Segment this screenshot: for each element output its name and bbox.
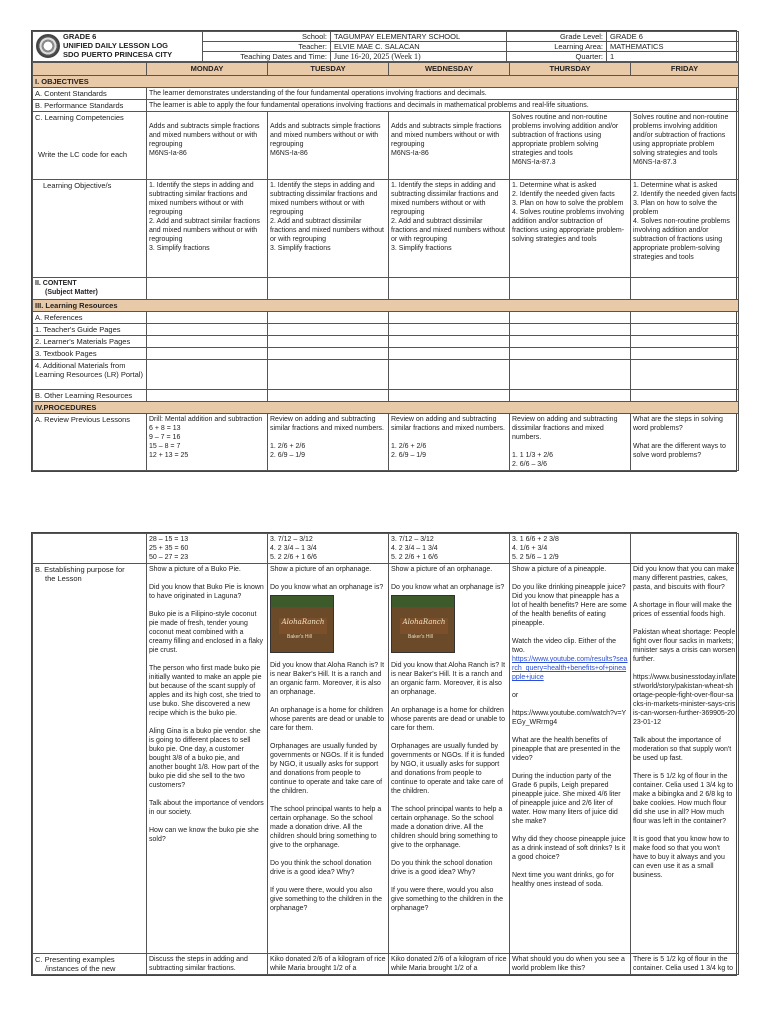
area-label: Learning Area: <box>507 42 607 52</box>
competency-friday: Solves routine and non-routine problems involving addition and/or subtraction of fractions using appropriate problem solving strategies and tools M6NS-Ia-87.3 <box>631 112 739 180</box>
day-wednesday: WEDNESDAY <box>389 63 510 76</box>
grade-label: Grade Level: <box>507 32 607 42</box>
review-cont-monday: 28 – 15 = 13 25 + 35 = 60 50 – 27 = 23 <box>147 534 268 564</box>
purpose-wed-p4: An orphanage is a home for children whose parents are dead or unable to care for them. <box>391 707 506 732</box>
purpose-fri-p5: There is 5 1/2 kg of flour in the container. Celia used 1 3/4 kg to make a bibingka and 2 6/8 kg to bake cookies. How much flour did she use in all? How much flour was left in the container? <box>633 773 734 825</box>
objective-friday: 1. Determine what is asked 2. Identify the needed given facts 3. Plan on how to solve the problem 4. Solves non-routine problems involving addition and/or subtraction of fractions using appropriate problem-solving strategies and tools <box>631 180 739 278</box>
content-heading-line1: II. CONTENT <box>35 280 77 287</box>
aloha-ranch-photo <box>391 595 455 653</box>
purpose-fri-p6: It is good that you know how to make food so that you won't have to buy it always and you can even use it as a small business. <box>633 836 730 879</box>
businesstoday-link[interactable]: https://www.businesstoday.in/latest/world/story/pakistan-wheat-shortage-people-fight-over-flour-sacks-in-markets-minister-says-crisis-can-worsen-further-369905-2023-01-12 <box>633 674 736 726</box>
content-heading-line2: (Subject Matter) <box>45 289 98 296</box>
objectives-heading: I. OBJECTIVES <box>33 76 739 88</box>
lesson-log-page-1 <box>31 30 737 472</box>
purpose-label-line1: B. Establishing purpose for <box>35 565 125 574</box>
review-cont-friday <box>631 534 739 564</box>
purpose-thu-p6: Why did they choose pineapple juice as a drink instead of soft drinks? Is it a good choice? <box>512 836 626 861</box>
purpose-thursday <box>510 564 631 954</box>
review-wednesday: Review on adding and subtracting similar fractions and mixed numbers. 1. 2/6 + 2/6 2. 6/9 – 1/9 <box>389 414 510 471</box>
review-label: A. Review Previous Lessons <box>33 414 147 471</box>
purpose-fri-p4: Talk about the importance of moderation so that supply won't be used up fast. <box>633 737 732 762</box>
purpose-wed-p1: Show a picture of an orphanage. <box>391 566 493 573</box>
procedures-heading: IV.PROCEDURES <box>33 402 739 414</box>
purpose-fri-p1: Did you know that you can make many different pastries, cakes, pasta, and biscuits with flour? <box>633 566 735 591</box>
resource-lm-pages: 2. Learner's Materials Pages <box>33 336 147 348</box>
purpose-wednesday <box>389 564 510 954</box>
purpose-mon-p2: Did you know that Buko Pie is known to have originated in Laguna? <box>149 584 264 600</box>
purpose-monday <box>147 564 268 954</box>
review-continued-label <box>33 534 147 564</box>
area-value: MATHEMATICS <box>607 42 739 52</box>
lesson-table-continued <box>32 533 739 975</box>
deped-seal-icon <box>36 34 60 58</box>
resource-textbook-pages: 3. Textbook Pages <box>33 348 147 360</box>
objective-thursday: 1. Determine what is asked 2. Identify the needed given facts 3. Plan on how to solve the problem 4. Solves routine problems involving addition and/or subtraction of fractions using appropriate problem-solving strategies and tools <box>510 180 631 278</box>
purpose-wed-p2: Do you know what an orphanage is? <box>391 584 505 591</box>
purpose-row <box>33 564 739 954</box>
quarter-value: 1 <box>607 52 739 62</box>
teacher-label: Teacher: <box>203 42 331 52</box>
purpose-wed-p5: Orphanages are usually funded by governments or NGOs. If it is funded by NGO, it usually asks for support and donations from people to continue to operate and take care of the children. <box>391 743 505 795</box>
competencies-title: C. Learning Competencies <box>35 113 124 122</box>
content-standards-value: The learner demonstrates understanding of the four fundamental operations involving fractions and decimals. <box>147 88 739 100</box>
competency-monday: Adds and subtracts simple fractions and mixed numbers without or with regrouping M6NS-Ia-86 <box>147 112 268 180</box>
purpose-label <box>33 564 147 954</box>
purpose-thu-p4: What are the health benefits of pineapple that are presented in the video? <box>512 737 621 762</box>
resource-references: A. References <box>33 312 147 324</box>
content-thursday <box>510 278 631 300</box>
purpose-mon-p5: Aling Gina is a buko pie vendor. she is going to different places to sell buko pie. One day, a customer bought 3/8 of a buko pie, and another bought 1/8. How part of the buko pie did she sell to the two customers? <box>149 728 261 789</box>
purpose-thu-p7: Next time you want drinks, go for healthy ones instead of soda. <box>512 872 614 888</box>
purpose-thu-p5: During the induction party of the Grade 6 pupils, Leigh prepared pineapple juice. She mixed 4/6 liter of pineapple juice and 2/6 liter of water. How many liters of juice did she make? <box>512 773 621 825</box>
day-monday: MONDAY <box>147 63 268 76</box>
resource-tg-pages: 1. Teacher's Guide Pages <box>33 324 147 336</box>
performance-standards-value: The learner is able to apply the four fundamental operations involving fractions and decimals in mathematical problems and real-life situations. <box>147 100 739 112</box>
log-title <box>33 32 203 62</box>
resources-heading: III. Learning Resources <box>33 300 739 312</box>
resource-other: B. Other Learning Resources <box>33 390 147 402</box>
competency-tuesday: Adds and subtracts simple fractions and mixed numbers without or with regrouping M6NS-Ia-86 <box>268 112 389 180</box>
purpose-tue-p3: Did you know that Aloha Ranch is? It is near Baker's Hill. It is a ranch and an organic farm. Moreover, it is also an orphanage. <box>270 662 385 696</box>
quarter-label: Quarter: <box>507 52 607 62</box>
purpose-thu-p3: Watch the video clip. Either of the two. <box>512 638 617 654</box>
photo-sub-text: Baker's Hill <box>408 634 433 640</box>
competencies-row <box>33 112 739 180</box>
school-value: TAGUMPAY ELEMENTARY SCHOOL <box>331 32 507 42</box>
purpose-mon-p1: Show a picture of a Buko Pie. <box>149 566 241 573</box>
grade-value: GRADE 6 <box>607 32 739 42</box>
competency-thursday: Solves routine and non-routine problems involving addition and/or subtraction of fractions using appropriate problem solving strategies and tools M6NS-Ia-87.3 <box>510 112 631 180</box>
content-monday <box>147 278 268 300</box>
objective-monday: 1. Identify the steps in adding and subtracting similar fractions and mixed numbers without or with regrouping 2. Add and subtract similar fractions and mixed numbers without or with regrouping 3. Simplify fractions <box>147 180 268 278</box>
content-friday <box>631 278 739 300</box>
objective-wednesday: 1. Identify the steps in adding and subtracting dissimilar fractions and mixed numbers without or with regrouping 2. Add and subtract dissimilar fractions and mixed numbers without or with regrouping 3. Simplify fractions <box>389 180 510 278</box>
content-wednesday <box>389 278 510 300</box>
resource-lr-portal: 4. Additional Materials from Learning Resources (LR) Portal) <box>33 360 147 390</box>
dates-value: June 16-20, 2025 (Week 1) <box>331 52 507 62</box>
purpose-fri-p2: A shortage in flour will make the prices of essential foods high. <box>633 602 732 618</box>
corner-cell <box>33 63 147 76</box>
purpose-mon-p7: How can we know the buko pie she sold? <box>149 827 259 843</box>
photo-sign-text: AlohaRanch <box>400 618 448 634</box>
review-continued-row <box>33 534 739 564</box>
school-label: School: <box>203 32 331 42</box>
teacher-value: ELVIE MAE C. SALACAN <box>331 42 507 52</box>
presenting-thursday: What should you do when you see a world problem like this? <box>510 954 631 975</box>
competencies-label <box>33 112 147 180</box>
purpose-tue-p4: An orphanage is a home for children whose parents are dead or unable to care for them. <box>270 707 385 732</box>
aloha-ranch-photo <box>270 595 334 653</box>
purpose-thu-or: or <box>512 692 519 699</box>
dates-label: Teaching Dates and Time: <box>203 52 331 62</box>
review-thursday: Review on adding and subtracting dissimilar fractions and mixed numbers. 1. 1 1/3 + 2/6 2. 6/6 – 3/6 <box>510 414 631 471</box>
presenting-row <box>33 954 739 975</box>
purpose-wed-p7: Do you think the school donation drive is a good idea? Why? <box>391 860 493 876</box>
purpose-tue-p7: Do you think the school donation drive is a good idea? Why? <box>270 860 372 876</box>
photo-sub-text: Baker's Hill <box>287 634 312 640</box>
photo-sign-text: AlohaRanch <box>279 618 327 634</box>
youtube-search-link[interactable]: https://www.youtube.com/results?search_query=health+benefits+of+pineapple+juice <box>512 656 628 681</box>
review-cont-wednesday: 3. 7/12 – 3/12 4. 2 3/4 – 1 3/4 5. 2 2/6 + 1 6/6 <box>389 534 510 564</box>
header-table <box>32 31 739 62</box>
lesson-log-page-2 <box>31 532 737 976</box>
lc-code-label: Write the LC code for each <box>38 150 128 159</box>
title-sdo: SDO PUERTO PRINCESA CITY <box>63 50 173 59</box>
learning-objectives-label: Learning Objective/s <box>33 180 147 278</box>
content-standards-label: A. Content Standards <box>33 88 147 100</box>
purpose-label-line2: the Lesson <box>45 574 82 583</box>
presenting-label <box>33 954 147 975</box>
purpose-mon-p4: The person who first made buko pie initially wanted to make an apple pie but because of the scant supply of apples and its high cost, she tried to use buko. She discovered a new recipe which is the buko pie. <box>149 665 262 717</box>
content-tuesday <box>268 278 389 300</box>
content-heading <box>33 278 147 300</box>
presenting-label-line1: C. Presenting examples <box>35 955 115 964</box>
title-grade: GRADE 6 <box>63 32 97 41</box>
title-log: UNIFIED DAILY LESSON LOG <box>63 41 169 50</box>
purpose-tue-p1: Show a picture of an orphanage. <box>270 566 372 573</box>
review-cont-thursday: 3. 1 6/6 + 2 3/8 4. 1/6 + 3/4 5. 2 5/6 – 1 2/9 <box>510 534 631 564</box>
purpose-wed-p3: Did you know that Aloha Ranch is? It is near Baker's Hill. It is a ranch and an organic farm. Moreover, it is also an orphanage. <box>391 662 506 696</box>
review-tuesday: Review on adding and subtracting similar fractions and mixed numbers. 1. 2/6 + 2/6 2. 6/9 – 1/9 <box>268 414 389 471</box>
presenting-friday: There is 5 1/2 kg of flour in the container. Celia used 1 3/4 kg to <box>631 954 739 975</box>
purpose-mon-p6: Talk about the importance of vendors in our society. <box>149 800 264 816</box>
competency-wednesday: Adds and subtracts simple fractions and mixed numbers without or with regrouping M6NS-Ia-86 <box>389 112 510 180</box>
purpose-mon-p3: Buko pie is a Filipino-style coconut pie made of fresh, tender young coconut meat combined with a creamy filling and enclosed in a flaky pie crust. <box>149 611 264 654</box>
purpose-fri-p3: Pakistan wheat shortage: People fight over flour sacks in markets; minister says a crisis can worsen further. <box>633 629 736 663</box>
purpose-tue-p8: If you were there, would you also give something to the children in the orphanage? <box>270 887 383 912</box>
presenting-label-line2: /instances of the new <box>45 964 116 973</box>
performance-standards-label: B. Performance Standards <box>33 100 147 112</box>
review-friday: What are the steps in solving word problems? What are the different ways to solve word problems? <box>631 414 739 471</box>
purpose-wed-p8: If you were there, would you also give something to the children in the orphanage? <box>391 887 504 912</box>
purpose-thu-p1: Show a picture of a pineapple. <box>512 566 607 573</box>
presenting-monday: Discuss the steps in adding and subtracting similar fractions. <box>147 954 268 975</box>
purpose-tue-p6: The school principal wants to help a certain orphanage. So the school made a donation drive. All the children should bring something to give to the orphanage. <box>270 806 382 849</box>
day-tuesday: TUESDAY <box>268 63 389 76</box>
day-friday: FRIDAY <box>631 63 739 76</box>
day-thursday: THURSDAY <box>510 63 631 76</box>
presenting-wednesday: Kiko donated 2/6 of a kilogram of rice while Maria brought 1/2 of a <box>389 954 510 975</box>
learning-objectives-row <box>33 180 739 278</box>
purpose-tue-p2: Do you know what an orphanage is? <box>270 584 384 591</box>
purpose-tue-p5: Orphanages are usually funded by governments or NGOs. If it is funded by NGO, it usually asks for support and donations from people to continue to operate and take care of the children. <box>270 743 384 795</box>
purpose-tuesday <box>268 564 389 954</box>
review-cont-tuesday: 3. 7/12 – 3/12 4. 2 3/4 – 1 3/4 5. 2 2/6 + 1 6/6 <box>268 534 389 564</box>
day-header-row <box>33 63 739 76</box>
content-row <box>33 278 739 300</box>
objective-tuesday: 1. Identify the steps in adding and subtracting dissimilar fractions and mixed numbers without or with regrouping 2. Add and subtract dissimilar fractions and mixed numbers without or with regrouping 3. Simplify fractions <box>268 180 389 278</box>
review-monday: Drill: Mental addition and subtraction 6 + 8 = 13 9 – 7 = 16 15 – 8 = 7 12 + 13 = 25 <box>147 414 268 471</box>
purpose-thu-p2: Do you like drinking pineapple juice? Did you know that pineapple has a lot of health benefits? Here are some of the health benefits of eating pineapple. <box>512 584 627 627</box>
purpose-wed-p6: The school principal wants to help a certain orphanage. So the school made a donation drive. All the children should bring something to give to the orphanage. <box>391 806 503 849</box>
review-row <box>33 414 739 471</box>
youtube-video-link[interactable]: https://www.youtube.com/watch?v=YEGy_WRrmg4 <box>512 710 627 726</box>
lesson-table <box>32 62 739 471</box>
presenting-tuesday: Kiko donated 2/6 of a kilogram of rice while Maria brought 1/2 of a <box>268 954 389 975</box>
purpose-friday <box>631 564 739 954</box>
